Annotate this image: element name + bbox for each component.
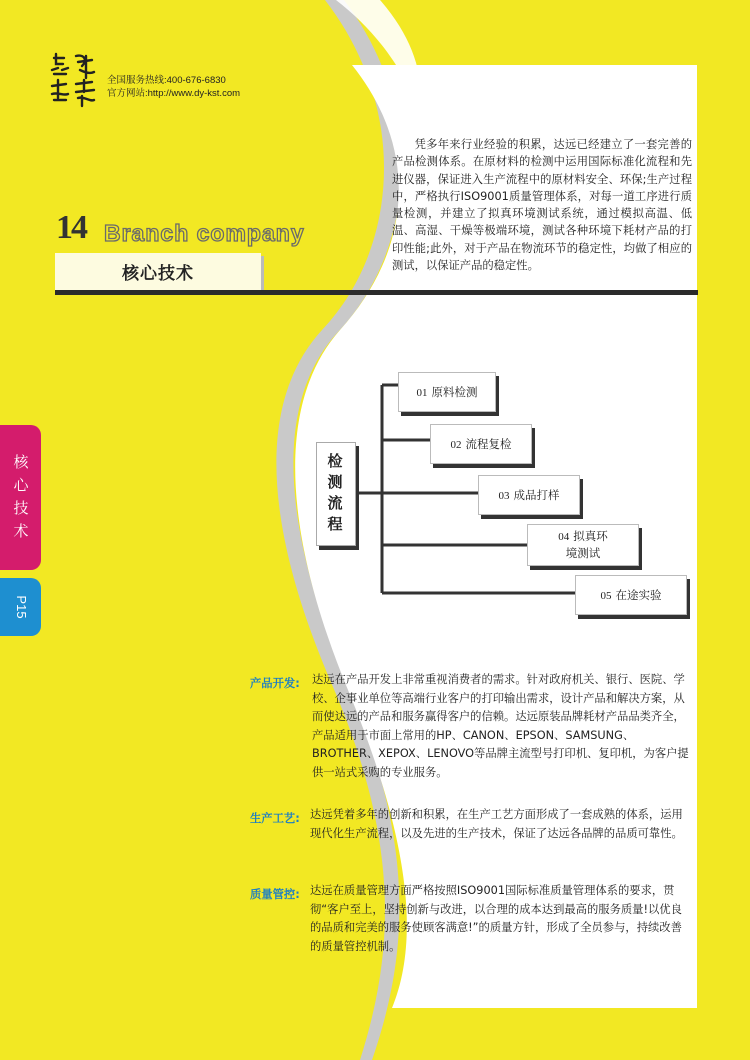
side-tab-char: 核 心 技 术 [13, 453, 29, 540]
section-title: 核心技术 [122, 264, 194, 284]
para-process: 达远凭着多年的创新和积累，在生产工艺方面形成了一套成熟的体系，运用现代化生产流程，以及先进的生产技术，保证了达远各品牌的品质可靠性。 [310, 808, 683, 840]
para-label-development: 产品开发: [250, 677, 300, 690]
para-label-process: 生产工艺: [250, 812, 300, 825]
intro-paragraph: 凭多年来行业经验的积累，达远已经建立了一套完善的产品检测体系。在原材料的检测中运用国际标准化流程和先进仪器，保证进入生产流程中的原材料安全、环保;生产过程中，严格执行ISO9001质量管理体系，对每一道工序进行质量检测，并建立了拟真环境测试系统，通过模拟高温、低温、高湿、干燥等极端环境，测试各种环境下耗材产品的打印性能;此外，对于产品在物流环节的稳定性，均做了相应的测试，以保证产品的稳定性。 [392, 138, 692, 273]
contact-info [107, 74, 240, 100]
flow-step-2 [430, 424, 532, 464]
flow-root-label: 检 测 流 程 [327, 452, 343, 533]
website-link[interactable]: 官方网站:http://www.dy-kst.com [107, 88, 241, 99]
flow-step-3 [478, 475, 580, 515]
side-tab-section-label [11, 451, 31, 543]
flow-step-label: 流程复检 [465, 437, 512, 451]
flow-step-number: 05 [600, 590, 612, 602]
para-label-quality: 质量管控: [250, 888, 300, 901]
title-divider [55, 290, 698, 295]
flow-step-5 [575, 575, 687, 615]
hotline-text: 全国服务热线:400-676-6830 [107, 75, 226, 86]
flow-step-number: 03 [498, 490, 510, 502]
section-number: 14 [56, 209, 86, 246]
flow-step-label: 在途实验 [615, 588, 662, 602]
flow-step-label: 原料检测 [431, 385, 478, 399]
flow-step-label: 拟真环 境测试 [565, 529, 608, 560]
flow-step-label: 成品打样 [513, 488, 560, 502]
flow-step-1 [398, 372, 496, 412]
flow-step-number: 01 [416, 387, 428, 399]
para-quality: 达远在质量管理方面严格按照ISO9001国际标准质量管理体系的要求，贯彻“客户至上，坚持创新与改进，以合理的成本达到最高的服务质量!以优良的品质和完美的服务使顾客满意!”的质量方针，形成了全员参与，持续改善的质量管控机制。 [310, 884, 682, 953]
section-english-title: Branch company [104, 220, 305, 246]
brand-logo [48, 50, 100, 110]
flow-step-4 [527, 524, 639, 566]
flow-step-number: 04 [558, 531, 570, 543]
para-development: 达远在产品开发上非常重视消费者的需求。针对政府机关、银行、医院、学校、企事业单位等高端行业客户的打印输出需求，设计产品和解决方案，从而使达远的产品和服务赢得客户的信赖。达远原装品牌耗材产品品类齐全，产品适用于市面上常用的HP、CANON、EPSON、SAMSUNG、BROTHER、XEPOX、LENOVO等品牌主流型号打印机、复印机，为客户提供一站式采购的专业服务。 [312, 673, 689, 779]
page-number: P15 [14, 595, 29, 619]
flow-step-number: 02 [450, 439, 462, 451]
